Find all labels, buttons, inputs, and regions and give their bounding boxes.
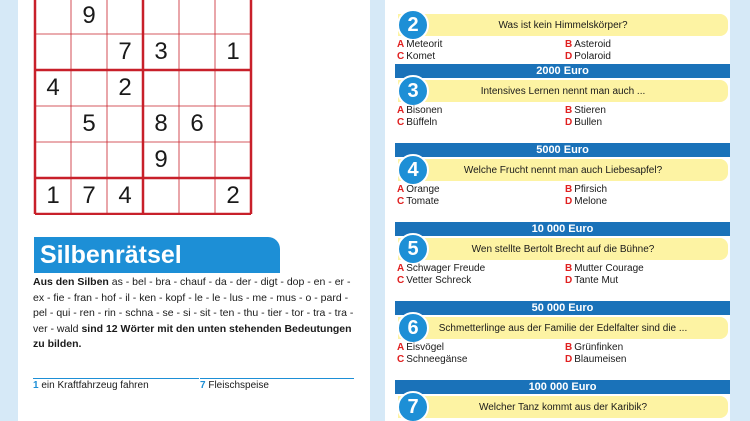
option-text: Mutter Courage [574, 263, 644, 274]
prize-amount-bar: 2000 Euro [395, 64, 730, 78]
question-box: Wen stellte Bertolt Brecht auf die Bühne? [398, 238, 728, 260]
answer-option[interactable] [565, 51, 611, 62]
option-text: Meteorit [406, 39, 443, 50]
option-text: Melone [574, 196, 608, 207]
option-text: Polaroid [574, 51, 611, 62]
option-text: Komet [406, 51, 436, 62]
prize-amount-bar: 100 000 Euro [395, 380, 730, 394]
option-text: Stieren [574, 105, 606, 116]
answer-option[interactable] [565, 105, 606, 116]
sudoku-cell[interactable] [70, 70, 108, 106]
sudoku-cell[interactable] [34, 34, 72, 70]
option-letter: B [565, 105, 573, 116]
question-box: Was ist kein Himmelskörper? [398, 14, 728, 36]
answer-option[interactable] [397, 39, 442, 50]
sudoku-cell[interactable] [178, 0, 216, 34]
question-box: Schmetterlinge aus der Familie der Edelfalter sind die ... [398, 317, 728, 339]
answer-hint: Fleischspeise [208, 380, 269, 391]
quiz-column [385, 0, 730, 421]
syllable-list: as - bel - bra - chauf - da - der - digt - dop - en - er - ex - fie - fran - hof - il - ken - kopf - le - le - lus - me - mus - o - pard - pel - qui - ren - rin - schna - se - si - sit - ten - thu - tier - tor - tra - tra - ver - wald [33, 276, 354, 335]
option-letter: D [565, 196, 573, 207]
sudoku-cell[interactable] [106, 142, 144, 178]
question-number-badge: 6 [397, 312, 429, 344]
option-text: Schwager Freude [406, 263, 486, 274]
answer-option[interactable] [397, 275, 471, 286]
sudoku-cell[interactable] [34, 142, 72, 178]
sudoku-cell: 1 [226, 38, 240, 65]
sudoku-cell[interactable] [106, 106, 144, 142]
answer-option[interactable] [397, 117, 437, 128]
instructions-suffix: sind 12 Wörter mit den unten stehenden Bedeutungen zu bilden. [33, 322, 352, 350]
option-text: Orange [406, 184, 440, 195]
answer-option[interactable] [397, 51, 435, 62]
sudoku-cell: 6 [190, 110, 204, 137]
sudoku-cell[interactable] [142, 70, 180, 106]
sudoku-cell[interactable] [106, 0, 144, 34]
option-text: Tante Mut [574, 275, 619, 286]
sudoku-cell[interactable] [178, 178, 216, 214]
sudoku-cell[interactable] [178, 70, 216, 106]
answer-number: 1 [33, 380, 39, 391]
option-letter: A [397, 263, 405, 274]
answer-option[interactable] [397, 105, 442, 116]
option-letter: A [397, 342, 405, 353]
answer-label-1 [33, 380, 149, 391]
sudoku-cell: 5 [82, 110, 96, 137]
prize-amount-bar: 5000 Euro [395, 143, 730, 157]
option-letter: D [565, 51, 573, 62]
prize-amount-bar: 50 000 Euro [395, 301, 730, 315]
sudoku-cell[interactable] [70, 142, 108, 178]
answer-line-1[interactable] [33, 378, 199, 379]
option-letter: C [397, 275, 405, 286]
silbenraetsel-title: Silbenrätsel [40, 241, 182, 269]
sudoku-cell[interactable] [178, 34, 216, 70]
sudoku-cell: 1 [46, 182, 60, 209]
answer-line-7[interactable] [200, 378, 354, 379]
option-letter: D [565, 117, 573, 128]
sudoku-cell[interactable] [70, 34, 108, 70]
sudoku-cell[interactable] [34, 0, 72, 34]
answer-option[interactable] [397, 184, 440, 195]
sudoku-cell[interactable] [214, 70, 252, 106]
sudoku-cell: 9 [154, 146, 168, 173]
prize-amount-bar: 10 000 Euro [395, 222, 730, 236]
option-letter: B [565, 342, 573, 353]
sudoku-cell: 3 [154, 38, 168, 65]
sudoku-cell[interactable] [34, 106, 72, 142]
silbenraetsel-instructions [33, 275, 363, 353]
sudoku-cell[interactable] [214, 0, 252, 34]
option-text: Bullen [574, 117, 603, 128]
answer-option[interactable] [565, 39, 611, 50]
answer-option[interactable] [565, 184, 607, 195]
question-number-badge: 4 [397, 154, 429, 186]
option-letter: D [565, 275, 573, 286]
answer-number: 7 [200, 380, 206, 391]
option-text: Eisvögel [406, 342, 445, 353]
option-text: Pfirsich [574, 184, 608, 195]
option-letter: A [397, 184, 405, 195]
answer-option[interactable] [565, 342, 623, 353]
answer-option[interactable] [565, 354, 627, 365]
sudoku-cell: 2 [118, 74, 132, 101]
answer-hint: ein Kraftfahrzeug fahren [41, 380, 149, 391]
answer-label-7 [200, 380, 269, 391]
sudoku-cell: 9 [82, 2, 96, 29]
option-letter: B [565, 39, 573, 50]
sudoku-grid [33, 0, 267, 215]
sudoku-cell[interactable] [214, 142, 252, 178]
answer-option[interactable] [397, 263, 485, 274]
option-letter: C [397, 117, 405, 128]
option-text: Schneegänse [406, 354, 468, 365]
page-edge [730, 0, 750, 421]
question-box: Welche Frucht nennt man auch Liebesapfel? [398, 159, 728, 181]
answer-option[interactable] [397, 342, 444, 353]
answer-option[interactable] [565, 117, 602, 128]
sudoku-cell: 7 [82, 182, 96, 209]
option-text: Asteroid [574, 39, 611, 50]
question-number-badge: 2 [397, 9, 429, 41]
answer-option[interactable] [565, 263, 644, 274]
left-column [18, 0, 370, 421]
option-text: Bisonen [406, 105, 443, 116]
option-letter: A [397, 105, 405, 116]
option-text: Tomate [406, 196, 440, 207]
question-number-badge: 5 [397, 233, 429, 265]
option-letter: A [397, 39, 405, 50]
sudoku-cell: 7 [118, 38, 132, 65]
instructions-prefix: Aus den Silben [33, 276, 109, 288]
option-text: Blaumeisen [574, 354, 627, 365]
sudoku-cell[interactable] [142, 0, 180, 34]
answer-option[interactable] [397, 196, 439, 207]
question-number-badge: 3 [397, 75, 429, 107]
sudoku-cell[interactable] [142, 178, 180, 214]
option-text: Büffeln [406, 117, 438, 128]
sudoku-cell: 8 [154, 110, 168, 137]
option-text: Grünfinken [574, 342, 624, 353]
question-box: Welcher Tanz kommt aus der Karibik? [398, 396, 728, 418]
answer-option[interactable] [397, 354, 467, 365]
option-letter: B [565, 184, 573, 195]
option-letter: C [397, 51, 405, 62]
option-letter: B [565, 263, 573, 274]
sudoku-cell: 4 [46, 74, 60, 101]
answer-option[interactable] [565, 196, 607, 207]
question-box: Intensives Lernen nennt man auch ... [398, 80, 728, 102]
option-letter: D [565, 354, 573, 365]
question-number-badge: 7 [397, 391, 429, 421]
option-text: Vetter Schreck [406, 275, 472, 286]
option-letter: C [397, 196, 405, 207]
sudoku-cell[interactable] [178, 142, 216, 178]
option-letter: C [397, 354, 405, 365]
sudoku-cell: 4 [118, 182, 132, 209]
answer-option[interactable] [565, 275, 618, 286]
sudoku-cell[interactable] [214, 106, 252, 142]
sudoku-cell: 2 [226, 182, 240, 209]
